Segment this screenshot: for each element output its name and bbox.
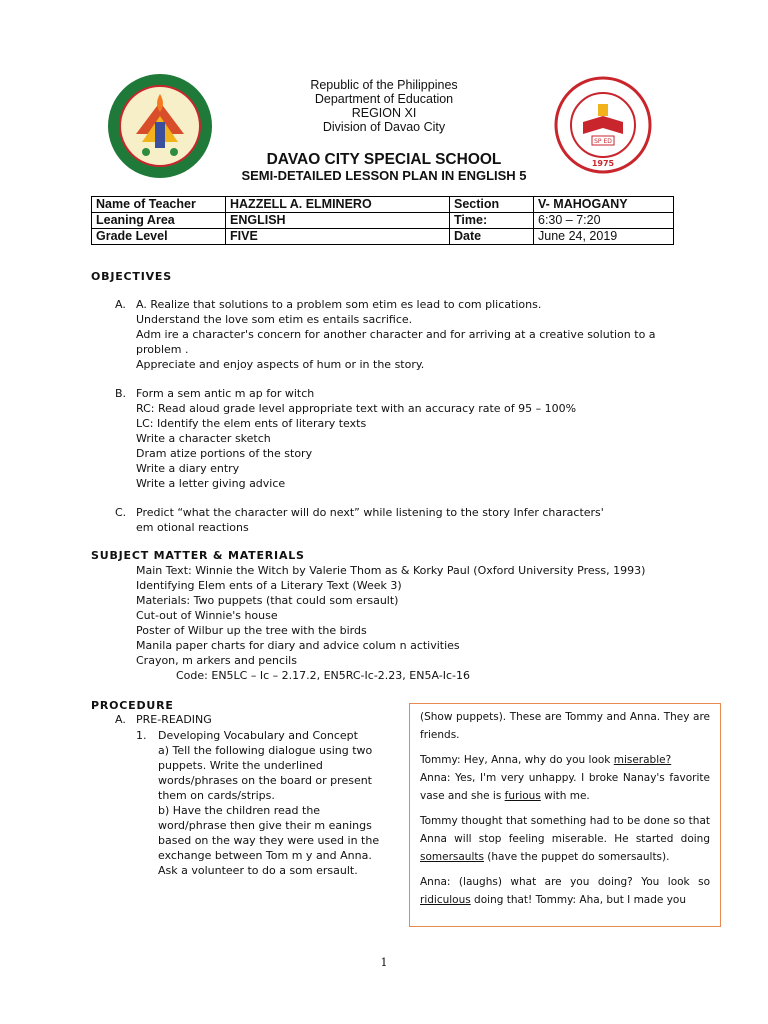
vocab-ridiculous: ridiculous	[420, 894, 471, 906]
subject-line: Identifying Elem ents of a Literary Text (Week 3)	[136, 579, 402, 592]
objective-b-line: RC: Read aloud grade level appropriate text with an accuracy rate of 95 – 100%	[136, 402, 577, 415]
objective-b-line: LC: Identify the elem ents of literary texts	[136, 417, 367, 430]
header-deped: Department of Education	[314, 92, 454, 106]
objective-c-label: C.	[115, 506, 127, 519]
subject-matter-heading: SUBJECT MATTER & MATERIALS	[91, 549, 305, 562]
lesson-info-table	[91, 196, 674, 245]
objective-a-line: A. Realize that solutions to a problem som etim es lead to com plications.	[136, 298, 542, 311]
logo-year-text: 1975	[591, 159, 615, 168]
dialogue-text: (have the puppet do somersaults).	[483, 851, 670, 863]
logo-badge-text: SP ED	[594, 138, 612, 145]
teacher-label: Name of Teacher	[92, 197, 226, 213]
time-label: Time:	[450, 213, 534, 229]
subject-line: Crayon, m arkers and pencils	[136, 654, 297, 667]
step-line: puppets. Write the underlined	[158, 759, 323, 772]
dialogue-text: Anna: (laughs) what are you doing? You look so	[420, 876, 710, 888]
objective-a-line: Appreciate and enjoy aspects of hum or in the story.	[136, 358, 425, 371]
step-line: word/phrase then give their m eanings	[158, 819, 372, 832]
step-line: b) Have the children read the	[158, 804, 321, 817]
subject-line: Main Text: Winnie the Witch by Valerie Thom as & Korky Paul (Oxford University Press, 1993)	[136, 564, 646, 577]
competency-code: Code: EN5LC – Ic – 2.17.2, EN5RC-Ic-2.23, EN5A-Ic-16	[176, 669, 470, 682]
step-line: them on cards/strips.	[158, 789, 275, 802]
objective-a-line: problem .	[136, 343, 189, 356]
step-line: Developing Vocabulary and Concept	[158, 729, 358, 742]
dialogue-box	[409, 703, 721, 927]
header-republic: Republic of the Philippines	[310, 78, 458, 92]
dialogue-narration	[420, 812, 710, 866]
grade-value: FIVE	[226, 229, 450, 245]
dialogue-text: with me.	[540, 790, 590, 802]
section-label: Section	[450, 197, 534, 213]
objective-c-text	[136, 505, 696, 535]
step-line: Ask a volunteer to do a som ersault.	[158, 864, 358, 877]
header-division: Division of Davao City	[322, 120, 446, 134]
objective-a-line: Understand the love som etim es entails sacrifice.	[136, 313, 413, 326]
step-line: a) Tell the following dialogue using two	[158, 744, 373, 757]
procedure-step-text	[158, 728, 398, 878]
area-value: ENGLISH	[226, 213, 450, 229]
objective-c-line: em otional reactions	[136, 521, 249, 534]
procedure-step-number: 1.	[136, 729, 147, 742]
date-label: Date	[450, 229, 534, 245]
subject-line: Poster of Wilbur up the tree with the birds	[136, 624, 367, 637]
page-number: 1	[380, 956, 388, 969]
objective-b-label: B.	[115, 387, 127, 400]
vocab-miserable: miserable?	[613, 754, 672, 766]
objective-b-line: Dram atize portions of the story	[136, 447, 313, 460]
objective-a-line: Adm ire a character's concern for another character and for arriving at a creative solution to a	[136, 328, 656, 341]
teacher-value: HAZZELL A. ELMINERO	[226, 197, 450, 213]
subject-line: Manila paper charts for diary and advice colum n activities	[136, 639, 460, 652]
objective-b-line: Write a character sketch	[136, 432, 271, 445]
objective-b-line: Write a letter giving advice	[136, 477, 286, 490]
procedure-a-label: A.	[115, 713, 126, 726]
step-line: based on the way they were used in the	[158, 834, 380, 847]
step-line: exchange between Tom m y and Anna.	[158, 849, 372, 862]
vocab-furious: furious	[504, 790, 541, 802]
header-region: REGION XI	[351, 106, 417, 120]
dialogue-anna-line	[420, 873, 710, 909]
dialogue-tommy-line	[420, 751, 710, 805]
area-label: Leaning Area	[92, 213, 226, 229]
step-line: words/phrases on the board or present	[158, 774, 372, 787]
objective-b-line: Write a diary entry	[136, 462, 240, 475]
section-value: V- MAHOGANY	[534, 197, 674, 213]
school-name: DAVAO CITY SPECIAL SCHOOL	[266, 151, 502, 168]
dialogue-text: Anna: Yes, I'm very unhappy. I broke Nanay's favorite vase and she is	[420, 772, 710, 802]
subject-matter-text	[136, 563, 716, 683]
date-value: June 24, 2019	[534, 229, 674, 245]
objective-a-label: A.	[115, 298, 126, 311]
procedure-heading: PROCEDURE	[91, 699, 174, 712]
objectives-heading: OBJECTIVES	[91, 270, 172, 283]
subject-line: Cut-out of Winnie's house	[136, 609, 278, 622]
time-value: 6:30 – 7:20	[534, 213, 674, 229]
grade-label: Grade Level	[92, 229, 226, 245]
dialogue-text: doing that! Tommy: Aha, but I made you	[470, 894, 686, 906]
dialogue-intro: (Show puppets). These are Tommy and Anna. They are friends.	[420, 711, 710, 741]
objective-b-text	[136, 386, 696, 491]
objective-b-line: Form a sem antic m ap for witch	[136, 387, 315, 400]
procedure-a-title: PRE-READING	[136, 713, 212, 726]
vocab-somersaults: somersaults	[420, 851, 484, 863]
subject-line: Materials: Two puppets (that could som ersault)	[136, 594, 399, 607]
objective-a-text	[136, 297, 696, 372]
objective-c-line: Predict “what the character will do next” while listening to the story Infer characters'	[136, 506, 604, 519]
plan-title: SEMI-DETAILED LESSON PLAN IN ENGLISH 5	[241, 168, 527, 183]
dialogue-text: Tommy thought that something had to be done so that Anna will stop feeling miserable. He started doing	[420, 815, 710, 845]
dialogue-text: Tommy: Hey, Anna, why do you look	[420, 754, 614, 766]
